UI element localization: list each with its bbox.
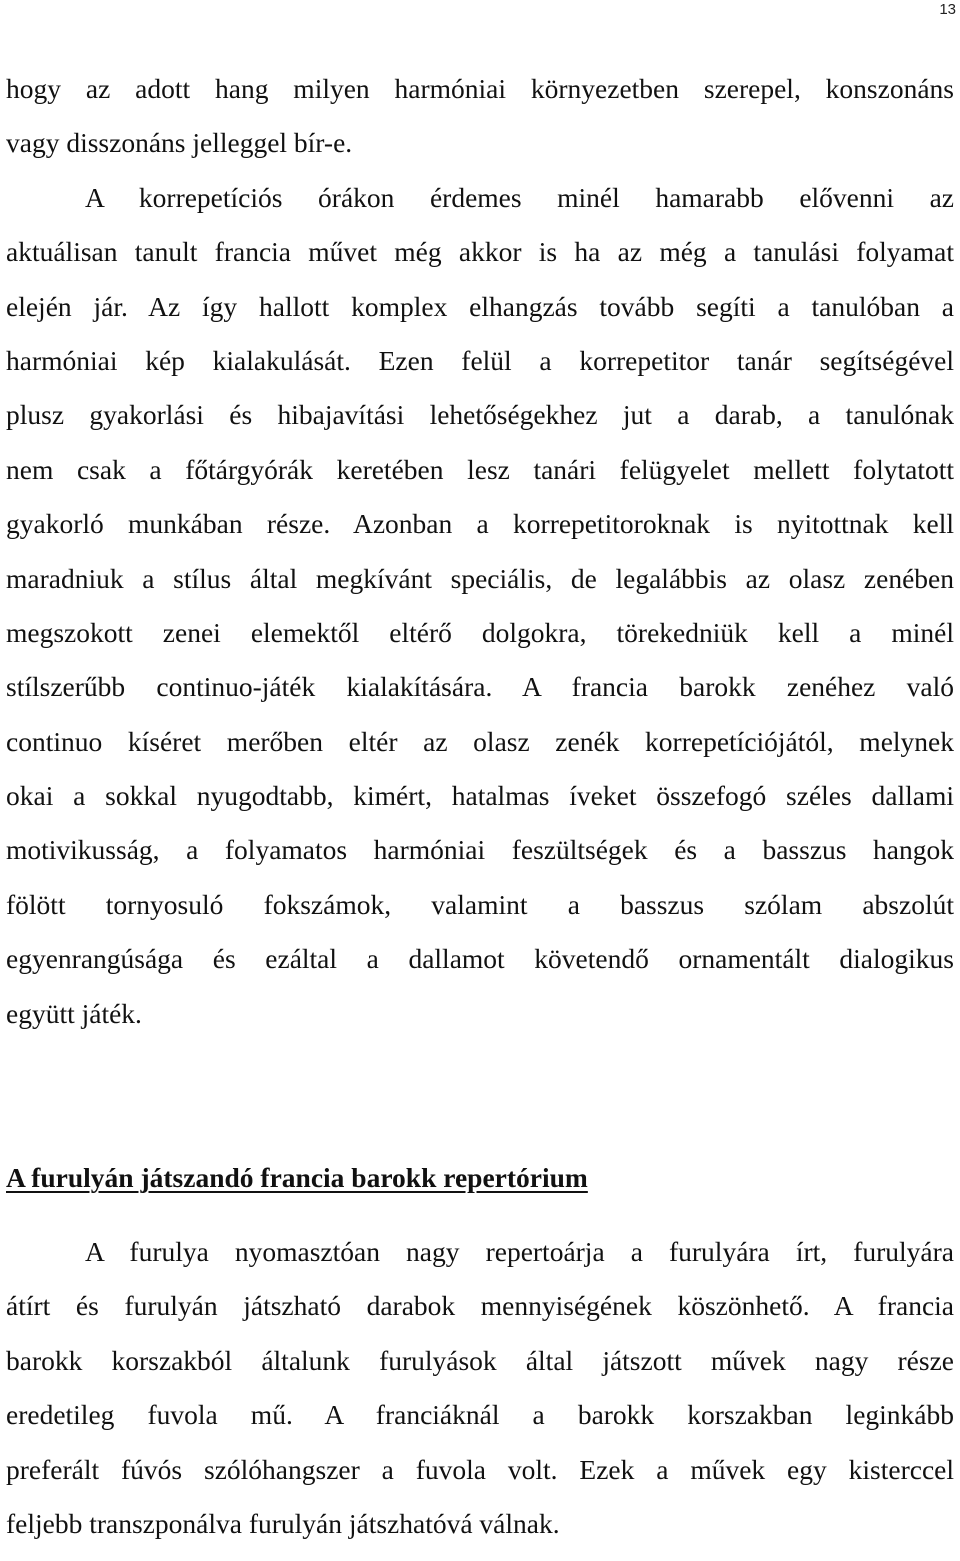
text-line: elején jár. Az így hallott komplex elhangzás tovább segíti a tanulóban a xyxy=(6,290,954,322)
text-line: fölött tornyosuló fokszámok, valamint a basszus szólam abszolút xyxy=(6,888,954,920)
text-line: megszokott zenei elemektől eltérő dolgokra, törekedniük kell a minél xyxy=(6,616,954,648)
text-line: együtt játék. xyxy=(6,997,142,1029)
text-line: hogy az adott hang milyen harmóniai környezetben szerepel, konszonáns xyxy=(6,73,954,104)
text-line: preferált fúvós szólóhangszer a fuvola volt. Ezek a művek egy kisterccel xyxy=(6,1453,954,1485)
text-line: plusz gyakorlási és hibajavítási lehetőségekhez jut a darab, a tanulónak xyxy=(6,399,954,431)
text-line: A korrepetíciós órákon érdemes minél hamarabb elővenni az xyxy=(85,181,954,213)
text-line: eredetileg fuvola mű. A franciáknál a barokk korszakban leginkább xyxy=(6,1399,954,1431)
text-line: maradniuk a stílus által megkívánt speciális, de legalábbis az olasz zenében xyxy=(6,562,954,594)
text-line: barokk korszakból általunk furulyások által játszott művek nagy része xyxy=(6,1344,954,1376)
page-number: 13 xyxy=(939,1,956,18)
text-line: átírt és furulyán játszható darabok mennyiségének köszönhető. A francia xyxy=(6,1290,954,1322)
heading-gap xyxy=(6,1205,954,1225)
section-heading: A furulyán játszandó francia barokk repertórium xyxy=(6,1162,588,1194)
section-spacer xyxy=(6,1041,954,1151)
text-line: nem csak a főtárgyórák keretében lesz tanári felügyelet mellett folytatott xyxy=(6,453,954,485)
text-line: motivikusság, a folyamatos harmóniai feszültségek és a basszus hangok xyxy=(6,834,954,866)
text-line: okai a sokkal nyugodtabb, kimért, hatalmas íveket összefogó széles dallami xyxy=(6,780,954,812)
text-line: continuo kíséret merőben eltér az olasz zenék korrepetíciójától, melynek xyxy=(6,725,954,757)
paragraph-2 xyxy=(6,171,954,1041)
text-line: stílszerűbb continuo-játék kialakítására. A francia barokk zenéhez való xyxy=(6,671,954,703)
paragraph-1 xyxy=(6,62,954,171)
text-line: vagy disszonáns jelleggel bír-e. xyxy=(6,127,353,159)
text-line: aktuálisan tanult francia művet még akkor is ha az még a tanulási folyamat xyxy=(6,236,954,268)
text-line: egyenrangúsága és ezáltal a dallamot követendő ornamentált dialogikus xyxy=(6,943,954,975)
paragraph-3 xyxy=(6,1225,954,1551)
text-line: feljebb transzponálva furulyán játszhatóvá válnak. xyxy=(6,1507,560,1539)
text-line: gyakorló munkában része. Azonban a korrepetitoroknak is nyitottnak kell xyxy=(6,508,954,540)
document-body xyxy=(6,62,954,1551)
text-line: harmóniai kép kialakulását. Ezen felül a korrepetitor tanár segítségével xyxy=(6,344,954,376)
text-line: A furulya nyomasztóan nagy repertoárja a furulyára írt, furulyára xyxy=(85,1236,954,1268)
